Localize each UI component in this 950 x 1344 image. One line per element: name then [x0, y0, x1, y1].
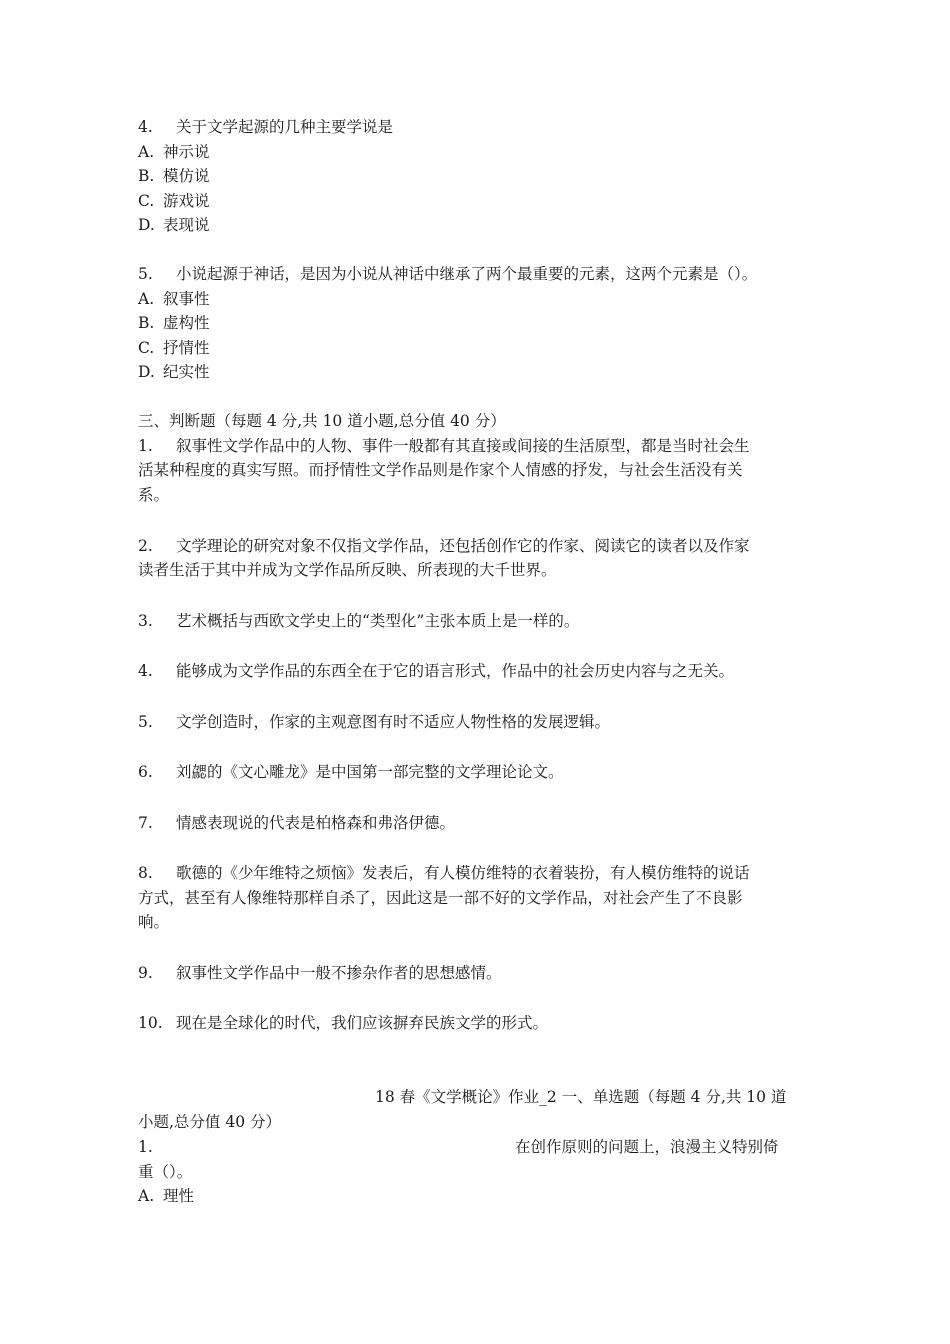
item-text: 叙事性文学作品中的人物、事件一般都有其直接或间接的生活原型，都是当时社会生: [176, 437, 750, 455]
option-b: [138, 311, 210, 335]
option-text: 神示说: [163, 143, 210, 161]
item-text: 现在是全球化的时代，我们应该摒弃民族文学的形式。: [176, 1014, 549, 1032]
item-text: 歌德的《少年维特之烦恼》发表后，有人模仿维特的衣着装扮，有人模仿维特的说话: [176, 864, 750, 882]
judgment-item-8-line-3: 响。: [138, 913, 170, 931]
item-number: 9.: [138, 964, 153, 982]
judgment-item-4: [138, 659, 734, 683]
question-4: [138, 115, 393, 139]
item-number: 5.: [138, 713, 153, 731]
option-text: 理性: [163, 1187, 195, 1205]
judgment-item-1-line-2: 活某种程度的真实写照。而抒情性文学作品则是作家个人情感的抒发，与社会生活没有关: [138, 461, 743, 479]
option-text: 虚构性: [163, 314, 210, 332]
judgment-item-3: [138, 609, 579, 633]
judgment-item-1: [138, 434, 750, 458]
next-question-option-a: [138, 1184, 194, 1208]
assignment-title-line-2: 小题,总分值 40 分）: [138, 1113, 282, 1131]
item-number: 4.: [138, 662, 153, 680]
question-number: 4.: [138, 118, 153, 136]
item-text: 艺术概括与西欧文学史上的“类型化”主张本质上是一样的。: [176, 612, 580, 630]
item-number: 6.: [138, 763, 153, 781]
question-5: [138, 262, 757, 286]
assignment-title: 18 春《文学概论》作业_2 一、单选题（每题 4 分,共 10 道: [375, 1088, 787, 1106]
option-d: [138, 360, 210, 384]
judgment-item-1-line-3: 系。: [138, 486, 170, 504]
option-letter: B.: [138, 167, 155, 185]
item-number: 2.: [138, 537, 153, 555]
option-letter: D.: [138, 363, 155, 381]
item-text: 刘勰的《文心雕龙》是中国第一部完整的文学理论论文。: [176, 763, 564, 781]
option-text: 抒情性: [163, 339, 210, 357]
item-number: 8.: [138, 864, 153, 882]
section-heading: 三、判断题（每题 4 分,共 10 道小题,总分值 40 分）: [138, 412, 506, 430]
item-number: 1.: [138, 437, 153, 455]
option-c: [138, 189, 210, 213]
option-letter: A.: [138, 1187, 155, 1205]
option-b: [138, 164, 210, 188]
option-text: 游戏说: [163, 192, 210, 210]
option-letter: A.: [138, 143, 155, 161]
option-letter: A.: [138, 290, 155, 308]
item-text: 叙事性文学作品中一般不掺杂作者的思想感情。: [176, 964, 502, 982]
next-question-number: 1.: [138, 1138, 153, 1156]
judgment-item-8-line-2: 方式，甚至有人像维特那样自杀了，因此这是一部不好的文学作品，对社会产生了不良影: [138, 889, 743, 907]
item-text: 情感表现说的代表是柏格森和弗洛伊德。: [176, 814, 456, 832]
question-text: 小说起源于神话，是因为小说从神话中继承了两个最重要的元素，这两个元素是（）。: [176, 265, 758, 283]
item-number: 7.: [138, 814, 153, 832]
judgment-item-8: [138, 861, 750, 885]
item-text: 能够成为文学作品的东西全在于它的语言形式，作品中的社会历史内容与之无关。: [176, 662, 735, 680]
option-text: 叙事性: [163, 290, 210, 308]
option-c: [138, 336, 210, 360]
option-letter: B.: [138, 314, 155, 332]
next-question-text-line-2: 重（）。: [138, 1163, 193, 1181]
question-number: 5.: [138, 265, 153, 283]
judgment-item-9: [138, 961, 502, 985]
option-text: 表现说: [163, 216, 210, 234]
item-text: 文学创造时，作家的主观意图有时不适应人物性格的发展逻辑。: [176, 713, 611, 731]
option-text: 模仿说: [163, 167, 210, 185]
next-question-text: 在创作原则的问题上，浪漫主义特别倚: [515, 1138, 779, 1156]
option-a: [138, 287, 210, 311]
item-number: 10.: [138, 1014, 163, 1032]
item-text: 文学理论的研究对象不仅指文学作品，还包括创作它的作家、阅读它的读者以及作家: [176, 537, 750, 555]
option-text: 纪实性: [163, 363, 210, 381]
option-letter: C.: [138, 192, 155, 210]
item-number: 3.: [138, 612, 153, 630]
option-letter: C.: [138, 339, 155, 357]
judgment-item-7: [138, 811, 455, 835]
judgment-item-6: [138, 760, 564, 784]
option-a: [138, 140, 210, 164]
judgment-item-2: [138, 534, 750, 558]
option-letter: D.: [138, 216, 155, 234]
question-text: 关于文学起源的几种主要学说是: [176, 118, 394, 136]
judgment-item-10: [138, 1011, 548, 1035]
option-d: [138, 213, 210, 237]
judgment-item-5: [138, 710, 610, 734]
judgment-item-2-line-2: 读者生活于其中并成为文学作品所反映、所表现的大千世界。: [138, 561, 557, 579]
